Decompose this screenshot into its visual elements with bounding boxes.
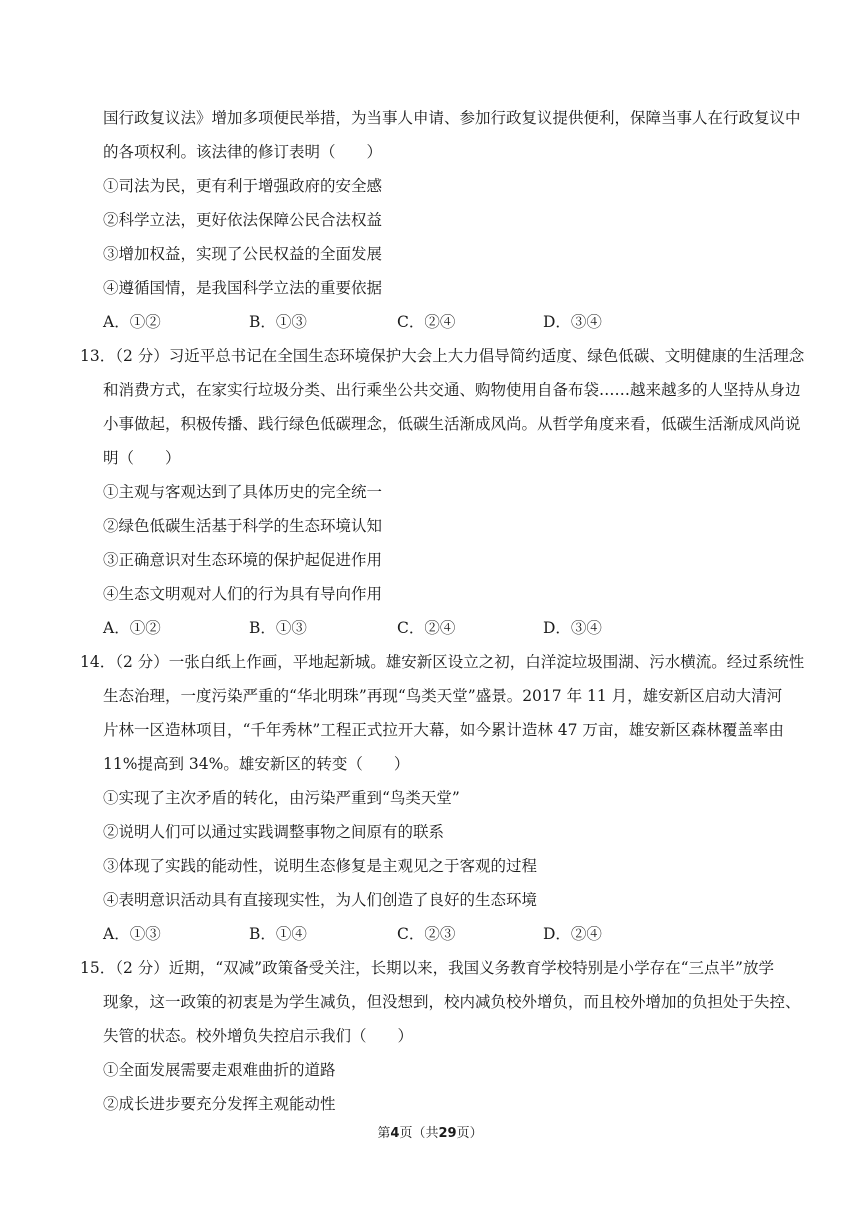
q14-item-1: ①实现了主次矛盾的转化，由污染严重到“鸟类天堂”: [103, 789, 460, 807]
q13-item-2: ②绿色低碳生活基于科学的生态环境认知: [103, 517, 383, 535]
q15-line-2: 现象，这一政策的初衷是为学生减负，但没想到，校内减负校外增负，而且校外增加的负担处于失控、: [103, 993, 801, 1011]
q12-item-4: ④遵循国情，是我国科学立法的重要依据: [103, 279, 383, 297]
footer-page-number: 4: [390, 1126, 400, 1141]
q14-option-d[interactable]: D．②④: [543, 925, 602, 943]
footer-suffix: 页）: [456, 1126, 483, 1141]
q14-item-4: ④表明意识活动具有直接现实性，为人们创造了良好的生态环境: [103, 891, 538, 909]
q14-line-4: 11%提高到 34%。雄安新区的转变（ ）: [103, 755, 410, 773]
q12-item-1: ①司法为民，更有利于增强政府的安全感: [103, 177, 383, 195]
q13-option-b[interactable]: B．①③: [249, 619, 307, 637]
q13-option-a[interactable]: A．①②: [103, 619, 161, 637]
q14-line-1: 14．（2 分）一张白纸上作画，平地起新城。雄安新区设立之初，白洋淀垃圾围湖、污水横流。经过系统性: [80, 653, 805, 671]
q12-option-b[interactable]: B．①③: [249, 313, 307, 331]
footer-prefix: 第: [377, 1126, 391, 1141]
q13-line-2: 和消费方式，在家实行垃圾分类、出行乘坐公共交通、购物使用自备布袋……越来越多的人坚持从身边: [103, 381, 801, 399]
q15-line-1: 15．（2 分）近期，“双减”政策备受关注，长期以来，我国义务教育学校特别是小学存在“三点半”放学: [80, 959, 774, 977]
footer-middle: 页（共: [399, 1126, 439, 1141]
q15-item-1: ①全面发展需要走艰难曲折的道路: [103, 1061, 336, 1079]
page-footer: [0, 1125, 860, 1143]
q13-item-1: ①主观与客观达到了具体历史的完全统一: [103, 483, 383, 501]
q12-item-3: ③增加权益，实现了公民权益的全面发展: [103, 245, 383, 263]
q14-item-3: ③体现了实践的能动性，说明生态修复是主观见之于客观的过程: [103, 857, 538, 875]
q13-line-1: 13．（2 分）习近平总书记在全国生态环境保护大会上大力倡导简约适度、绿色低碳、文明健康的生活理念: [80, 347, 805, 365]
q14-line-3: 片林一区造林项目，“千年秀林”工程正式拉开大幕，如今累计造林 47 万亩，雄安新区森林覆盖率由: [103, 721, 784, 739]
q13-option-d[interactable]: D．③④: [543, 619, 602, 637]
q14-option-b[interactable]: B．①④: [249, 925, 307, 943]
q13-item-4: ④生态文明观对人们的行为具有导向作用: [103, 585, 383, 603]
q14-line-2: 生态治理，一度污染严重的“华北明珠”再现“鸟类天堂”盛景。2017 年 11 月，雄安新区启动大清河: [103, 687, 783, 705]
q14-option-a[interactable]: A．①③: [103, 925, 161, 943]
q13-option-c[interactable]: C．②④: [397, 619, 456, 637]
q12-option-c[interactable]: C．②④: [397, 313, 456, 331]
q13-line-3: 小事做起，积极传播、践行绿色低碳理念，低碳生活渐成风尚。从哲学角度来看，低碳生活渐成风尚说: [103, 415, 801, 433]
q12-item-2: ②科学立法，更好依法保障公民合法权益: [103, 211, 383, 229]
q12-option-d[interactable]: D．③④: [543, 313, 602, 331]
q15-line-3: 失管的状态。校外增负失控启示我们（ ）: [103, 1027, 414, 1045]
q15-item-2: ②成长进步要充分发挥主观能动性: [103, 1095, 336, 1113]
q12-line-1: 国行政复议法》增加多项便民举措，为当事人申请、参加行政复议提供便利，保障当事人在行政复议中: [103, 109, 801, 127]
q13-item-3: ③正确意识对生态环境的保护起促进作用: [103, 551, 383, 569]
q14-option-c[interactable]: C．②③: [397, 925, 456, 943]
q12-line-2: 的各项权利。该法律的修订表明（ ）: [103, 143, 383, 161]
q13-line-4: 明（ ）: [103, 449, 181, 467]
q14-item-2: ②说明人们可以通过实践调整事物之间原有的联系: [103, 823, 445, 841]
q12-option-a[interactable]: A．①②: [103, 313, 161, 331]
footer-total-pages: 29: [438, 1126, 457, 1141]
